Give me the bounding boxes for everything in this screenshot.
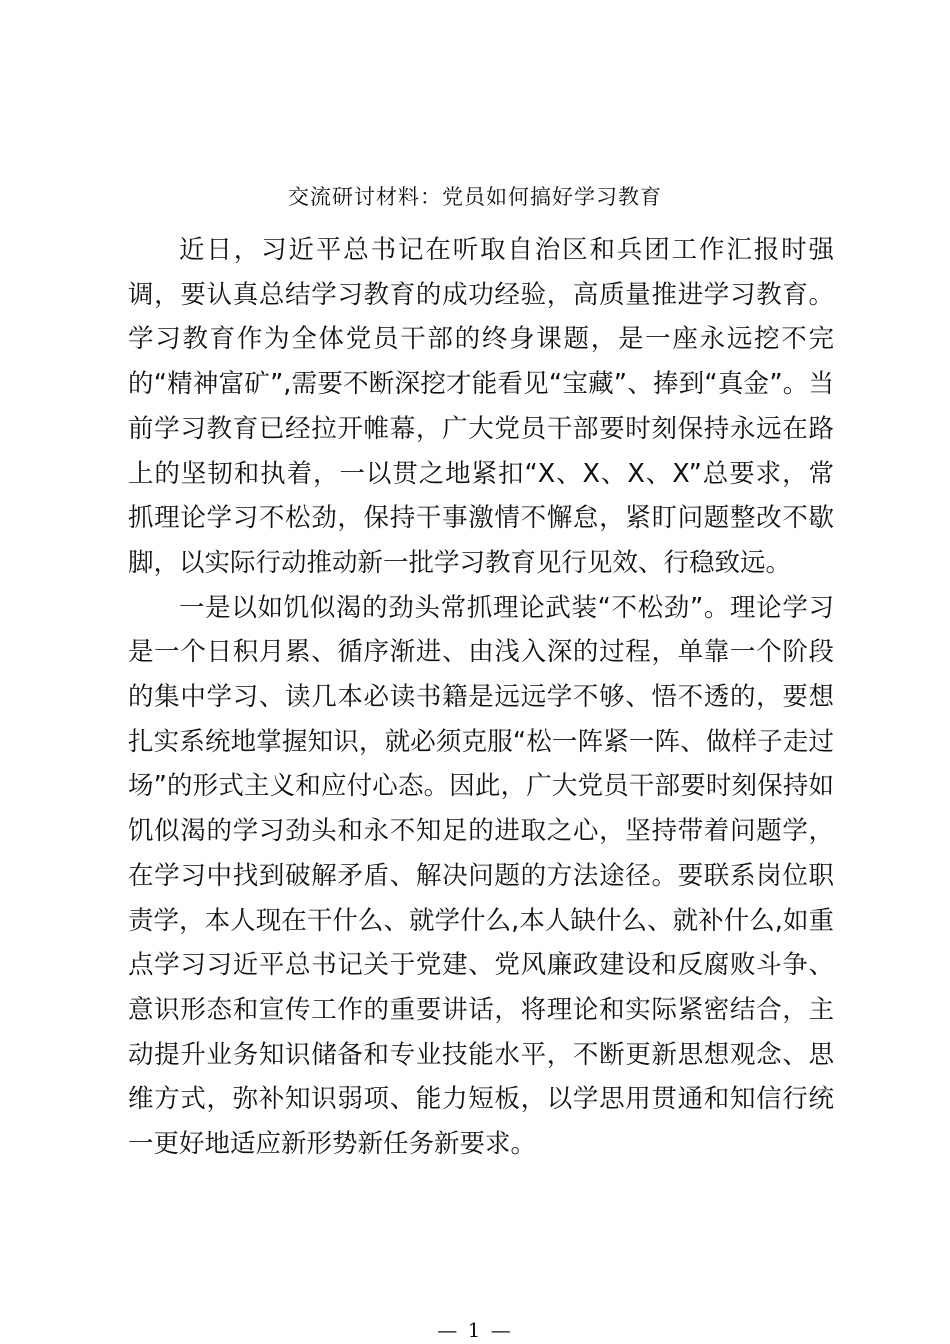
page-number: — 1 — bbox=[437, 1318, 513, 1342]
paragraph-intro: 近日，习近平总书记在听取自治区和兵团工作汇报时强调，要认真总结学习教育的成功经验，高质量推进学习教育。学习教育作为全体党员干部的终身课题，是一座永远挖不完的“精神富矿”,需要不断深挖才能看见“宝藏”、捧到“真金”。当前学习教育已经拉开帷幕，广大党员干部要时刻保持永远在路上的坚韧和执着，一以贯之地紧扣“X、X、X、X”总要求，常抓理论学习不松劲，保持干事激情不懈怠，紧盯问题整改不歇脚，以实际行动推动新一批学习教育见行见效、行稳致远。 bbox=[128, 235, 834, 578]
paragraph-point-one: 一是以如饥似渴的劲头常抓理论武装“不松劲”。理论学习是一个日积月累、循序渐进、由浅入深的过程，单靠一个阶段的集中学习、读几本必读书籍是远远学不够、悟不透的，要想扎实系统地掌握知识，就必须克服“松一阵紧一阵、做样子走过场”的形式主义和应付心态。因此，广大党员干部要时刻保持如饥似渴的学习劲头和永不知足的进取之心，坚持带着问题学，在学习中找到破解矛盾、解决问题的方法途径。要联系岗位职责学，本人现在干什么、就学什么,本人缺什么、就补什么,如重点学习习近平总书记关于党建、党风廉政建设和反腐败斗争、意识形态和宣传工作的重要讲话，将理论和实际紧密结合，主动提升业务知识储备和专业技能水平，不断更新思想观念、思维方式，弥补知识弱项、能力短板，以学思用贯通和知信行统一更好地适应新形势新任务新要求。 bbox=[128, 592, 834, 1160]
document-title: 交流研讨材料：党员如何搞好学习教育 bbox=[288, 185, 662, 209]
document-body bbox=[128, 228, 834, 1167]
